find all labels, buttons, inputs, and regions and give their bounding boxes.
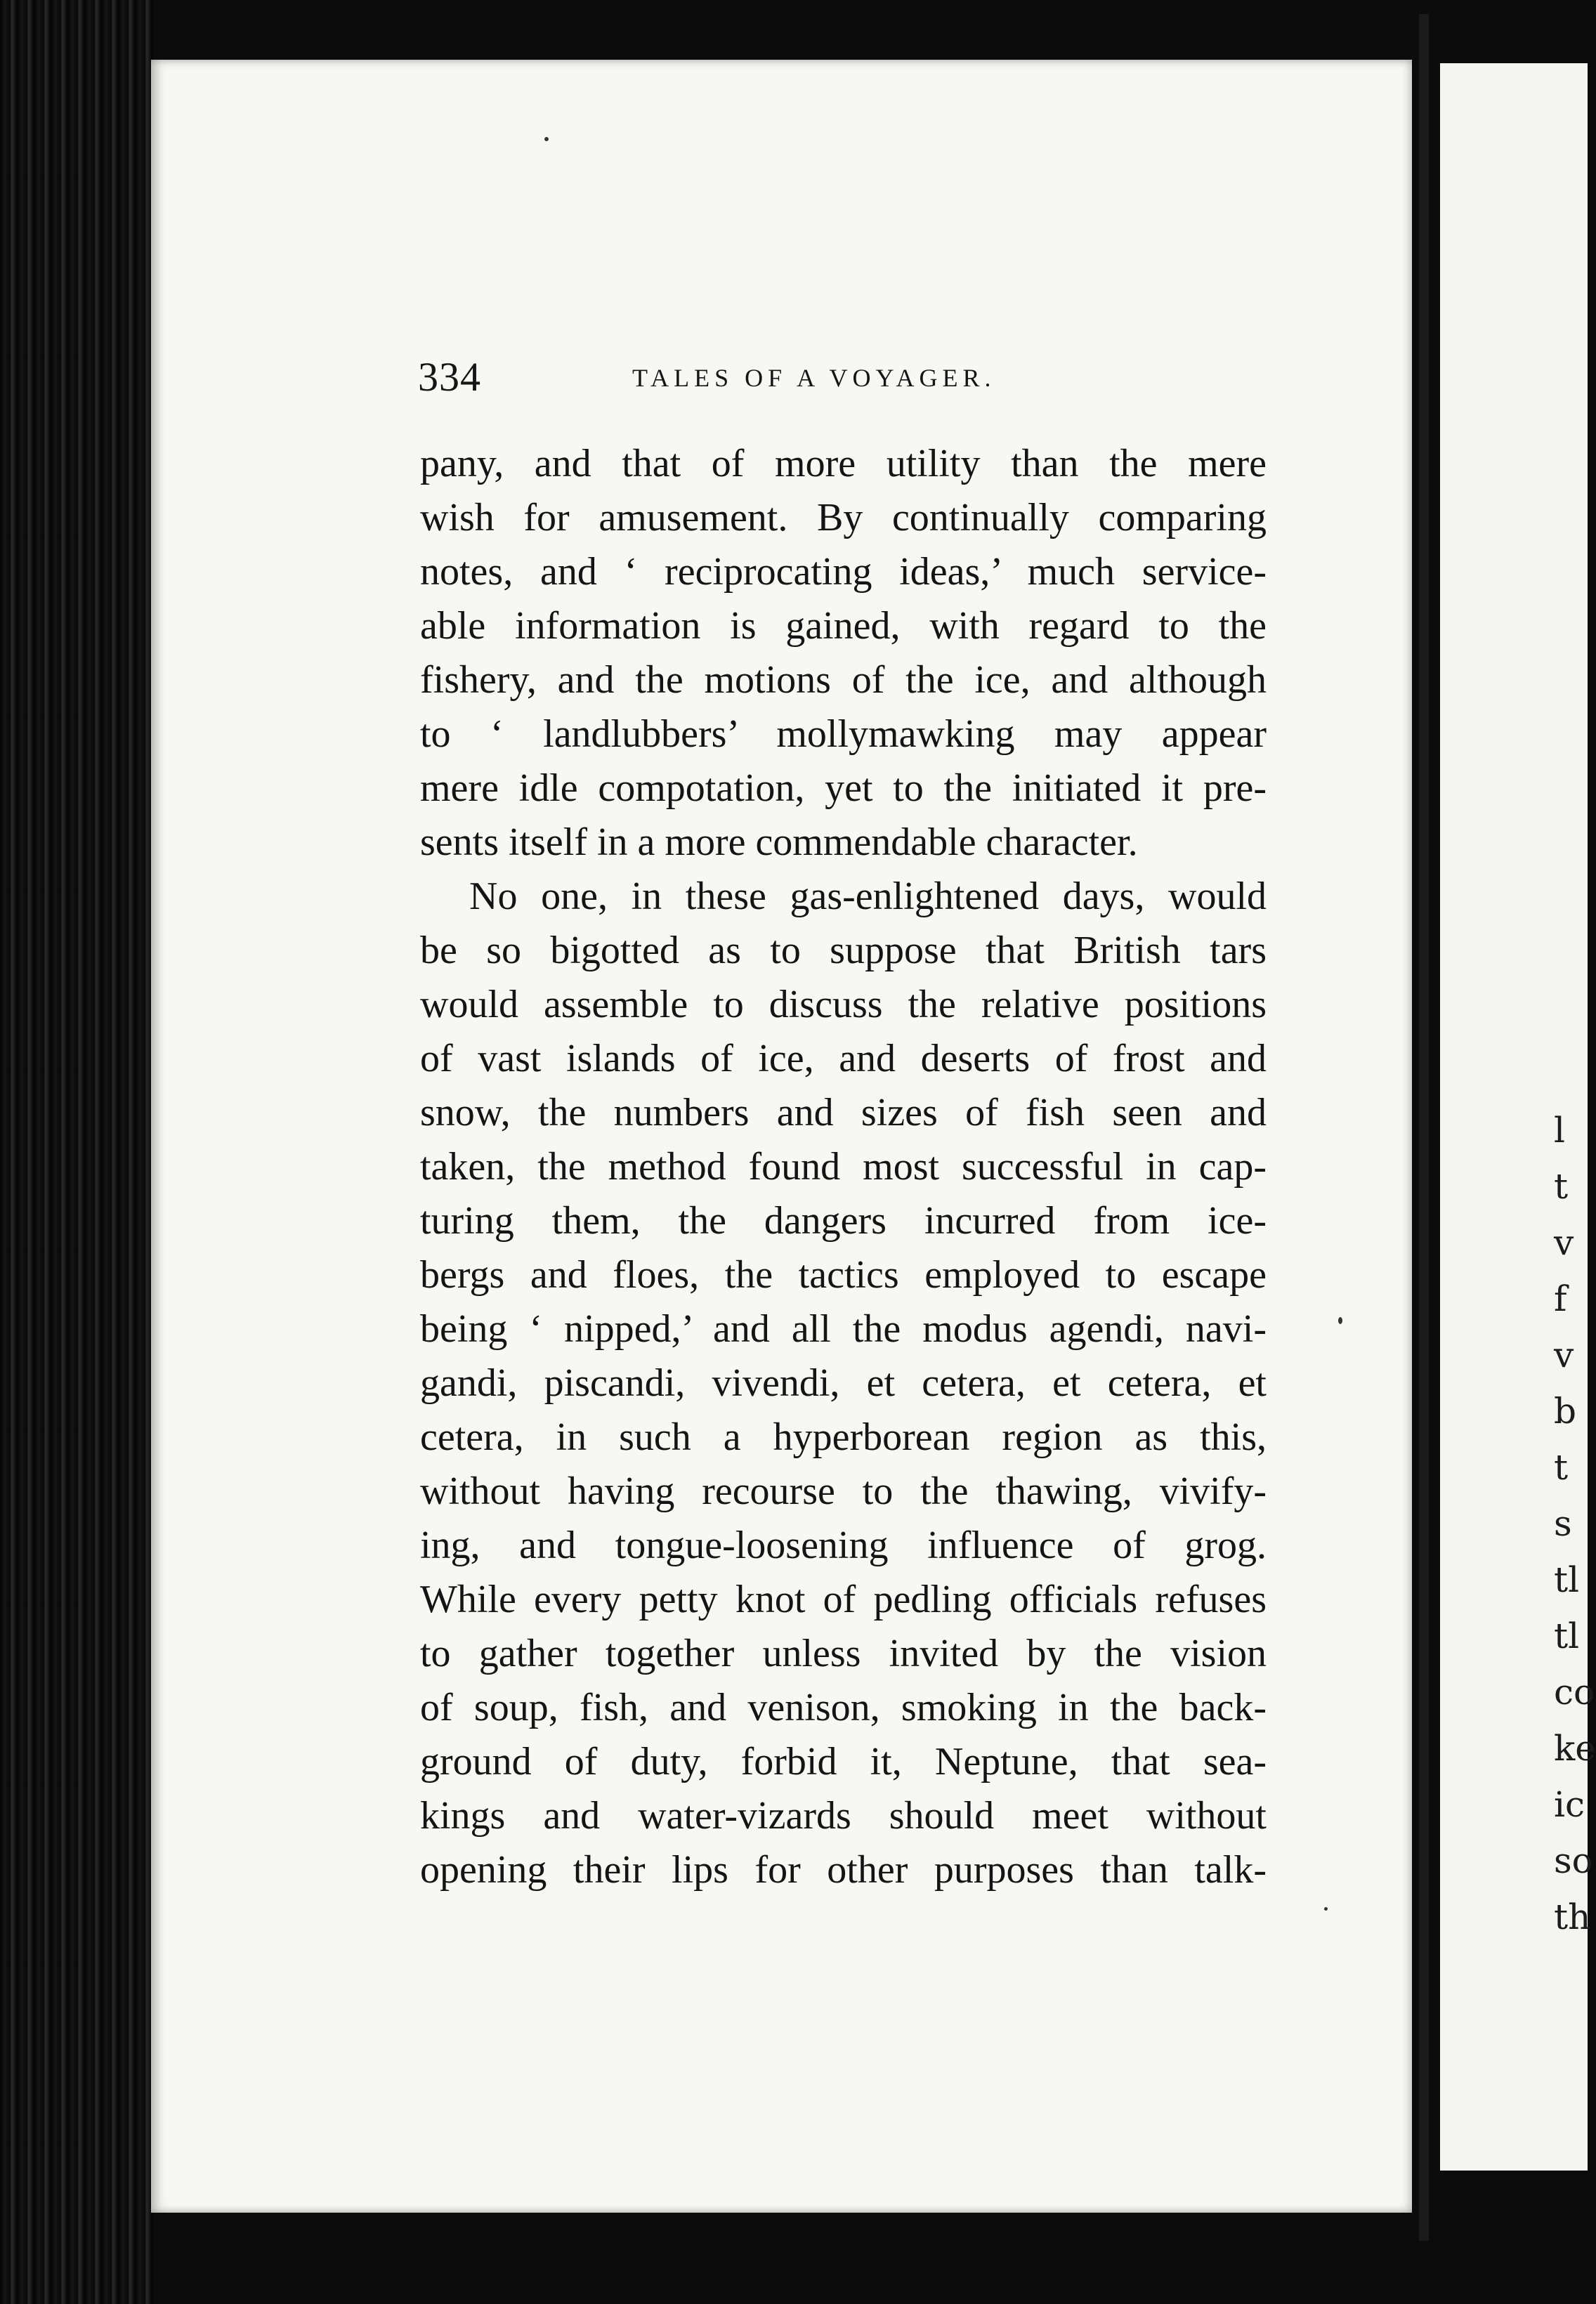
text-line: While every petty knot of pedling officials refuses [420,1578,1267,1621]
facing-page-fragment: v [1554,1222,1574,1263]
facing-page-edge [1440,63,1596,2171]
facing-page-fragment: tl [1554,1559,1580,1600]
facing-page-fragment: tl [1554,1616,1580,1656]
page-header [418,353,1275,410]
text-line: wish for amusement. By continually comparing [420,496,1267,539]
ink-speck [1324,1907,1328,1911]
facing-page-fragment: t [1554,1166,1569,1207]
facing-page-fragment: f [1554,1278,1567,1319]
text-line: notes, and ‘ reciprocating ideas,’ much service- [420,550,1267,594]
text-line: cetera, in such a hyperborean region as this, [420,1415,1267,1459]
body-text [420,437,1267,1897]
facing-page-fragment: ic [1554,1784,1585,1825]
text-line: opening their lips for other purposes than talk- [420,1848,1267,1892]
text-line: sents itself in a more commendable character. [420,820,1138,864]
text-line: pany, and that of more utility than the mere [420,442,1267,485]
running-head: TALES OF A VOYAGER. [632,364,996,392]
facing-page-fragment: t [1554,1447,1569,1488]
text-line: ing, and tongue-loosening influence of grog. [420,1524,1267,1567]
facing-page-fragment: so [1554,1840,1593,1881]
text-line: fishery, and the motions of the ice, and although [420,658,1267,702]
text-line: to gather together unless invited by the vision [420,1632,1267,1675]
text-line: being ‘ nipped,’ and all the modus agendi, navi- [420,1307,1267,1351]
text-line: be so bigotted as to suppose that British tars [420,929,1267,972]
text-line: kings and water-vizards should meet without [420,1794,1267,1838]
facing-page-fragment: v [1554,1335,1574,1375]
ink-speck [1338,1317,1342,1324]
text-line: turing them, the dangers incurred from ice- [420,1199,1267,1243]
text-line: bergs and floes, the tactics employed to escape [420,1253,1267,1297]
facing-page-fragment: l [1554,1110,1565,1151]
text-line: to ‘ landlubbers’ mollymawking may appear [420,712,1267,756]
ink-speck [544,137,549,141]
text-line: snow, the numbers and sizes of fish seen and [420,1091,1267,1134]
facing-page-fragment: ke [1554,1728,1596,1769]
text-line: taken, the method found most successful in cap- [420,1145,1267,1189]
page-number: 334 [418,354,481,400]
paragraph-first-line: No one, in these gas-enlightened days, would [469,875,1267,918]
gutter-shadow [1419,14,1429,2241]
text-line: able information is gained, with regard to the [420,604,1267,648]
facing-page-fragment: th [1554,1897,1591,1937]
text-line: of vast islands of ice, and deserts of frost and [420,1037,1267,1080]
text-line: without having recourse to the thawing, vivify- [420,1470,1267,1513]
facing-page-fragment: b [1554,1391,1577,1432]
book-spine [0,0,155,2304]
text-line: gandi, piscandi, vivendi, et cetera, et cetera, et [420,1361,1267,1405]
text-line: would assemble to discuss the relative positions [420,983,1267,1026]
text-line: ground of duty, forbid it, Neptune, that sea- [420,1740,1267,1783]
text-line: of soup, fish, and venison, smoking in the back- [420,1686,1267,1729]
text-line: mere idle compotation, yet to the initiated it pre- [420,766,1267,810]
facing-page-fragment: s [1554,1503,1572,1544]
facing-page-fragment: co [1554,1672,1595,1713]
